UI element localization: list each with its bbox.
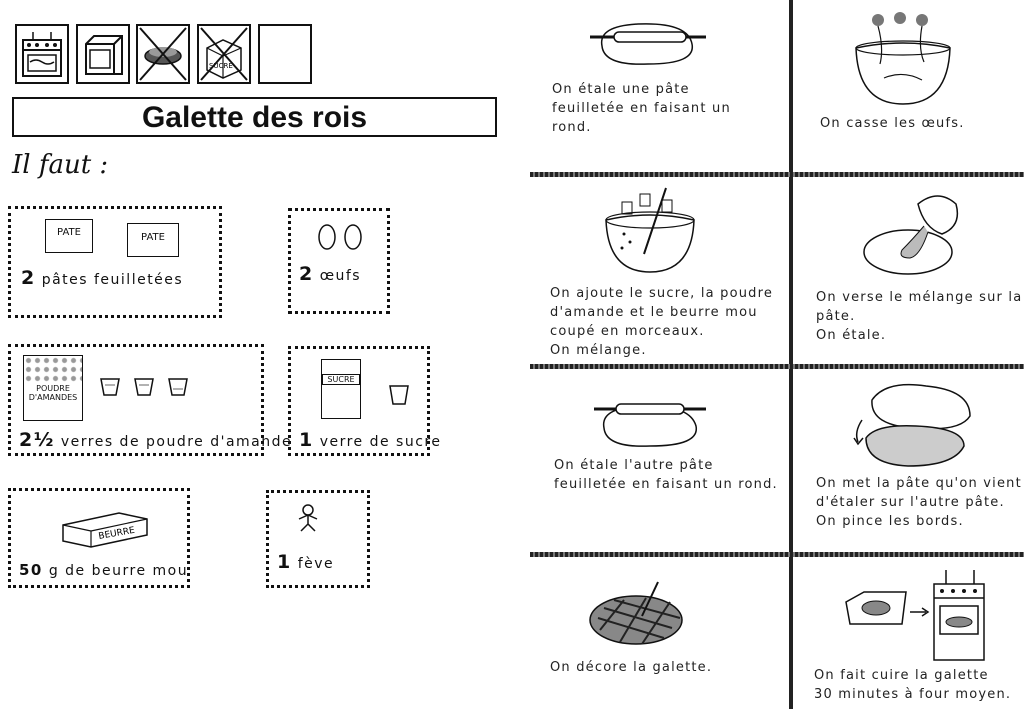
rolling-pin-dough-icon: [588, 14, 708, 66]
step-4-text: On verse le mélange sur la pâte. On étale.: [816, 290, 1023, 343]
rolling-pin-dough-icon: [592, 390, 708, 448]
bowl-eggs-icon: [848, 8, 958, 108]
pastry-pack-icon: [45, 219, 93, 253]
unit: g: [48, 563, 60, 579]
step-8-text: On fait cuire la galette 30 minutes à four moyen.: [814, 668, 1012, 702]
stove-icon: [76, 24, 130, 84]
quantity: 2: [299, 263, 314, 285]
pastry-pack-label: PATE: [141, 232, 165, 243]
quantity: 2: [21, 267, 36, 289]
ingredient-feve: [266, 490, 370, 588]
ingredient-text: de beurre mou: [65, 563, 189, 579]
feve-figurine-icon: [295, 503, 321, 533]
ingredient-pastry: [8, 206, 222, 318]
almond-bag-icon: [23, 355, 83, 421]
ingredient-text: fève: [297, 556, 335, 572]
place-pastry-icon: [846, 380, 976, 470]
ingredient-label: [21, 267, 183, 289]
quantity: 50: [19, 561, 43, 579]
ingredient-almond: [8, 344, 293, 456]
ingredient-eggs: [288, 208, 390, 314]
ingredient-label: [277, 551, 334, 573]
oven-baking-icon: [842, 568, 988, 664]
bowl-mixing-icon: [600, 184, 700, 276]
butter-icon: [59, 499, 151, 551]
page-title: Galette des rois: [141, 101, 368, 134]
step-5-text: On étale l'autre pâte feuilletée en faisant un rond.: [554, 458, 778, 492]
ingredient-text: verre de sucre: [319, 434, 442, 450]
ingredient-label: [19, 429, 292, 451]
glass-icon: [387, 383, 411, 407]
quantity: 2½: [19, 429, 55, 451]
title-bar: [12, 97, 497, 137]
almond-bag-label: POUDRE: [36, 384, 70, 393]
step-6-text: On met la pâte qu'on vient d'étaler sur l'autre pâte. On pince les bords.: [816, 476, 1022, 529]
ingredient-text: verres de poudre d'amande: [60, 434, 293, 450]
grid-divider-horizontal: [530, 552, 1024, 557]
step-7-text: On décore la galette.: [550, 660, 713, 675]
sugar-icon-label: SUCRE: [209, 62, 233, 70]
crossed-bowl-icon: [136, 24, 190, 84]
glasses-icon: [97, 375, 197, 399]
quantity: 1: [299, 429, 314, 451]
decorated-galette-icon: [584, 578, 694, 648]
grid-divider-horizontal: [530, 364, 1024, 369]
ingredient-label: [19, 561, 188, 579]
pastry-pack-icon: [127, 223, 179, 257]
ingredient-label: [299, 263, 361, 285]
ingredient-label: [299, 429, 441, 451]
oven-icon: [15, 24, 69, 84]
almond-bag-label: D'AMANDES: [28, 393, 78, 402]
pour-bowl-icon: [858, 188, 968, 280]
empty-box: [258, 24, 312, 84]
ingredient-text: œufs: [319, 268, 362, 284]
butter-pack-label: BEURRE: [97, 525, 136, 542]
step-2-text: On casse les œufs.: [820, 116, 965, 131]
almond-pattern: [24, 356, 82, 384]
pastry-pack-label: PATE: [57, 227, 81, 238]
step-1-text: On étale une pâte feuilletée en faisant un rond.: [552, 82, 731, 135]
ingredient-sugar: [288, 346, 442, 456]
subtitle: Il faut :: [12, 150, 109, 180]
sugar-box-icon: [321, 359, 361, 419]
grid-divider-horizontal: [530, 172, 1024, 177]
crossed-sugar-icon: [197, 24, 251, 84]
eggs-icon: [315, 223, 367, 251]
step-3-text: On ajoute le sucre, la poudre d'amande et le beurre mou coupé en morceaux. On mélange.: [550, 286, 774, 358]
ingredient-butter: [8, 488, 190, 588]
sugar-box-label: SUCRE: [322, 374, 360, 385]
ingredient-text: pâtes feuilletées: [41, 272, 184, 288]
quantity: 1: [277, 551, 292, 573]
grid-divider-vertical: [789, 0, 793, 709]
